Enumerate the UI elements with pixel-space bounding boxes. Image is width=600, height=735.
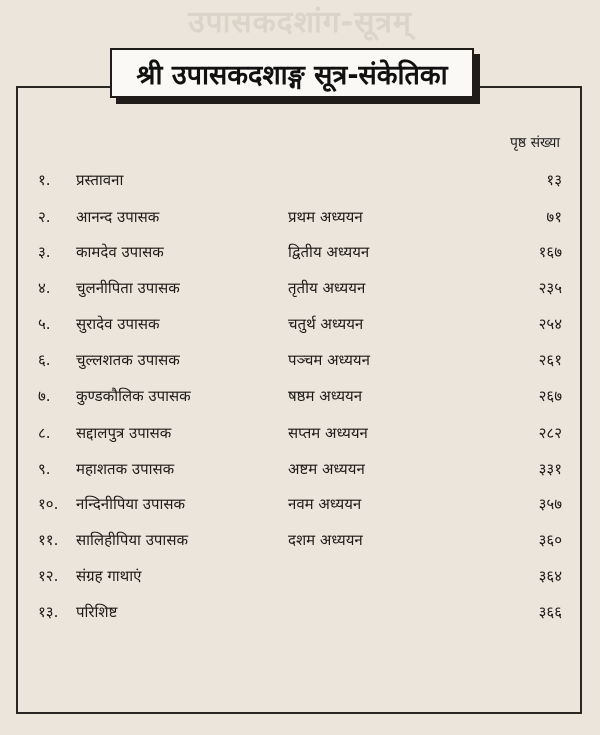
toc-title: चुल्लशतक उपासक xyxy=(76,351,180,369)
toc-number: १२. xyxy=(38,567,59,585)
toc-title: चुलनीपिता उपासक xyxy=(76,279,180,297)
title-box xyxy=(110,48,474,98)
toc-title: आनन्द उपासक xyxy=(76,208,160,226)
toc-chapter: सप्तम अध्ययन xyxy=(288,424,368,442)
toc-row xyxy=(0,242,600,266)
toc-page-number: २६१ xyxy=(538,351,562,369)
toc-page-number: ३६६ xyxy=(538,603,562,621)
toc-title: परिशिष्ट xyxy=(76,603,118,621)
toc-number: १३. xyxy=(38,603,59,621)
toc-number: ९. xyxy=(38,460,51,478)
toc-page-number: २५४ xyxy=(538,315,562,333)
toc-page-number: ३५७ xyxy=(538,495,562,513)
toc-title: संग्रह गाथाएं xyxy=(76,567,142,585)
toc-row xyxy=(0,459,600,483)
toc-title: सुरादेव उपासक xyxy=(76,315,160,333)
page-title: श्री उपासकदशाङ्ग सूत्र-संकेतिका xyxy=(136,59,448,91)
toc-chapter: दशम अध्ययन xyxy=(288,531,363,549)
toc-page-number: १६७ xyxy=(538,243,562,261)
toc-chapter: प्रथम अध्ययन xyxy=(288,208,363,226)
toc-row xyxy=(0,530,600,554)
toc-number: ६. xyxy=(38,351,51,369)
toc-number: ७. xyxy=(38,387,51,405)
toc-title: महाशतक उपासक xyxy=(76,460,175,478)
toc-page-number: २३५ xyxy=(538,279,562,297)
toc-row xyxy=(0,314,600,338)
toc-row xyxy=(0,170,600,194)
toc-number: २. xyxy=(38,208,51,226)
toc-number: १०. xyxy=(38,495,59,513)
toc-number: १. xyxy=(38,171,51,189)
toc-title: नन्दिनीपिया उपासक xyxy=(76,495,186,513)
toc-number: ५. xyxy=(38,315,51,333)
toc-row xyxy=(0,566,600,590)
toc-title: सद्दालपुत्र उपासक xyxy=(76,424,172,442)
toc-row xyxy=(0,494,600,518)
toc-row xyxy=(0,207,600,231)
toc-page-number: ३३१ xyxy=(538,460,562,478)
toc-row xyxy=(0,386,600,410)
toc-row xyxy=(0,602,600,626)
toc-chapter: तृतीय अध्ययन xyxy=(288,279,366,297)
toc-chapter: द्वितीय अध्ययन xyxy=(288,243,370,261)
toc-chapter: षष्ठम अध्ययन xyxy=(288,387,363,405)
toc-row xyxy=(0,350,600,374)
toc-page-number: ७१ xyxy=(546,208,562,226)
toc-row xyxy=(0,423,600,447)
toc-page-number: २६७ xyxy=(538,387,562,405)
toc-number: ४. xyxy=(38,279,51,297)
toc-chapter: नवम अध्ययन xyxy=(288,495,362,513)
toc-page-number: ३६४ xyxy=(538,567,562,585)
toc-title: कामदेव उपासक xyxy=(76,243,164,261)
faded-header-text: उपासकदशांग-सूत्रम् xyxy=(188,5,412,40)
toc-title: प्रस्तावना xyxy=(76,171,124,189)
toc-title: कुण्डकौलिक उपासक xyxy=(76,387,191,405)
toc-page-number: १३ xyxy=(546,171,562,189)
toc-chapter: चतुर्थ अध्ययन xyxy=(288,315,364,333)
toc-page-number: ३६० xyxy=(538,531,562,549)
toc-chapter: अष्टम अध्ययन xyxy=(288,460,365,478)
toc-title: सालिहीपिया उपासक xyxy=(76,531,188,549)
toc-page-number: २८२ xyxy=(538,424,562,442)
toc-number: ३. xyxy=(38,243,51,261)
toc-chapter: पञ्चम अध्ययन xyxy=(288,351,370,369)
toc-row xyxy=(0,278,600,302)
toc-number: ८. xyxy=(38,424,51,442)
page-number-column-header: पृष्ठ संख्या xyxy=(509,135,560,151)
toc-number: ११. xyxy=(38,531,59,549)
